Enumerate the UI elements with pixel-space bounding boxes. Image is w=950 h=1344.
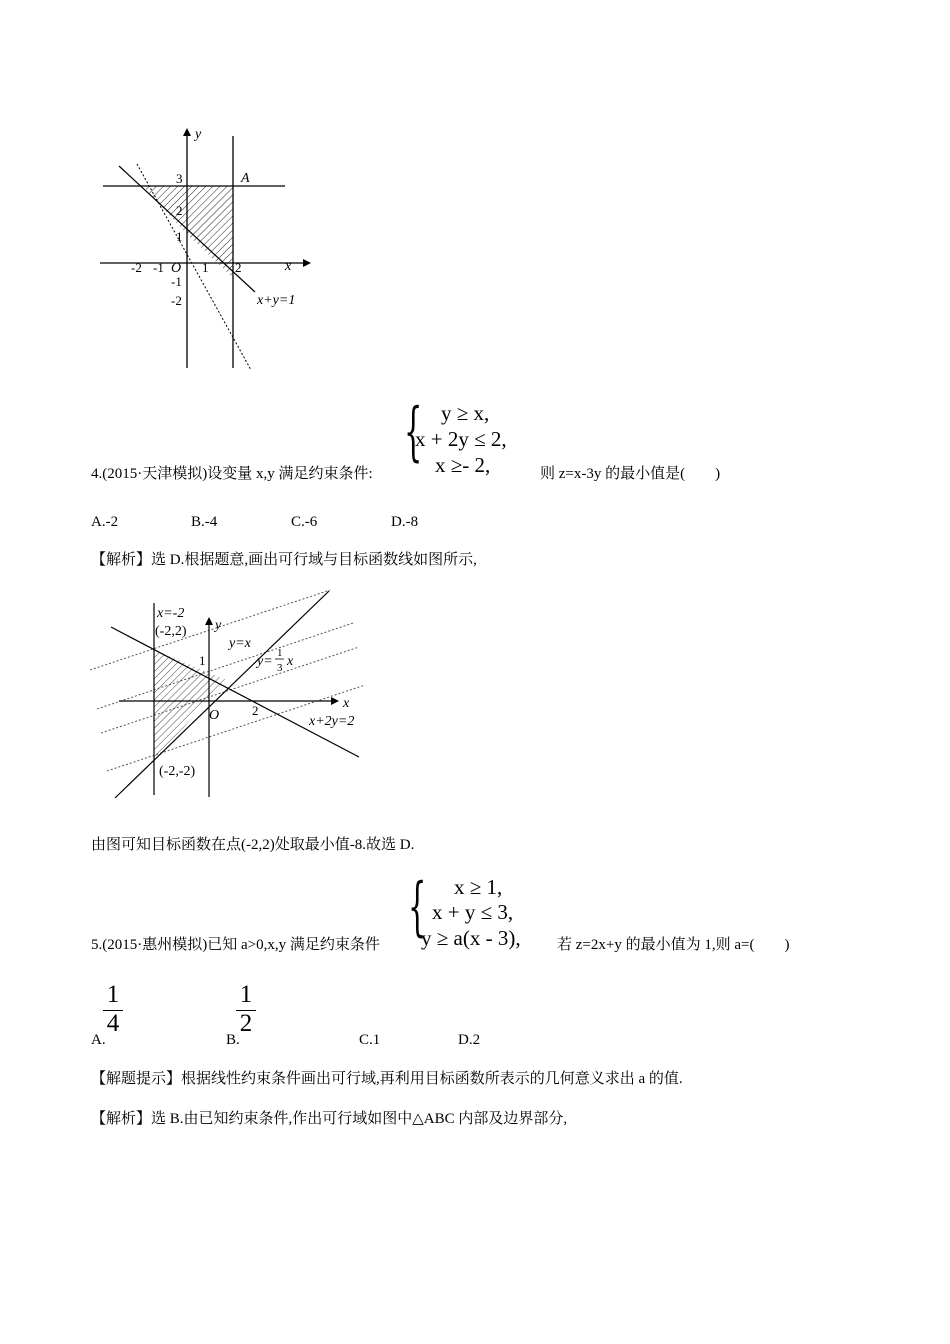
x-tick: -1 bbox=[153, 260, 164, 275]
q4-option-a: A.-2 bbox=[91, 514, 119, 530]
dotted-line bbox=[97, 623, 353, 709]
x-axis-label: x bbox=[343, 696, 350, 711]
figure-1-feasible-region bbox=[95, 120, 325, 380]
label-x-eq-neg2: x=-2 bbox=[157, 606, 185, 621]
x-axis-arrow bbox=[303, 259, 311, 267]
q4-constraint-3: x ≥- 2, bbox=[435, 453, 491, 477]
x-axis-label: x bbox=[285, 259, 292, 274]
point-bottom-label: (-2,-2) bbox=[159, 764, 196, 779]
q5-constraint-2: x + y ≤ 3, bbox=[432, 900, 514, 924]
frac-denominator: 3 bbox=[277, 662, 283, 674]
origin-label: O bbox=[209, 708, 220, 723]
y-axis-label: y bbox=[215, 618, 222, 633]
q4-option-d: D.-8 bbox=[391, 514, 419, 530]
system-brace: { bbox=[408, 870, 427, 944]
fraction-denominator: 4 bbox=[106, 1010, 120, 1037]
q5-analysis: 【解析】选 B.由已知约束条件,作出可行域如图中△ABC 内部及边界部分, bbox=[91, 1111, 568, 1127]
q4-constraint-2: x + 2y ≤ 2, bbox=[415, 427, 507, 451]
q5-constraint-1: x ≥ 1, bbox=[454, 875, 503, 899]
q4-conclusion: 由图可知目标函数在点(-2,2)处取最小值-8.故选 D. bbox=[91, 837, 415, 853]
label-y-third-suffix: x bbox=[287, 654, 294, 669]
x-tick-2: 2 bbox=[252, 703, 259, 718]
dotted-line bbox=[90, 590, 330, 670]
y-axis-arrow bbox=[183, 128, 191, 136]
q5-option-a-fraction bbox=[103, 982, 123, 1037]
origin-label: O bbox=[171, 261, 182, 276]
y-tick: -2 bbox=[171, 293, 182, 308]
y-tick: 2 bbox=[176, 203, 183, 218]
y-tick: -1 bbox=[171, 274, 182, 289]
frac-numerator: 1 bbox=[277, 647, 283, 659]
y-tick: 3 bbox=[176, 171, 183, 186]
y-axis-label: y bbox=[195, 127, 202, 142]
y-tick: 1 bbox=[176, 229, 183, 244]
q5-stem: 5.(2015·惠州模拟)已知 a>0,x,y 满足约束条件 bbox=[91, 937, 380, 953]
q4-stem: 4.(2015·天津模拟)设变量 x,y 满足约束条件: bbox=[91, 466, 373, 482]
point-A-label: A bbox=[241, 171, 250, 186]
figure-2-feasible-region bbox=[85, 585, 385, 805]
q5-option-d: D.2 bbox=[458, 1032, 481, 1048]
q5-option-c: C.1 bbox=[359, 1032, 381, 1048]
x-tick: 2 bbox=[235, 260, 242, 275]
hatched-region bbox=[154, 650, 227, 760]
y-axis-arrow bbox=[205, 617, 213, 625]
fraction-numerator: 1 bbox=[239, 981, 253, 1008]
q4-constraint-1: y ≥ x, bbox=[441, 401, 490, 425]
line-label: x+y=1 bbox=[257, 293, 296, 308]
q5-option-b-fraction bbox=[236, 982, 256, 1037]
q4-analysis: 【解析】选 D.根据题意,画出可行域与目标函数线如图所示, bbox=[91, 552, 477, 568]
label-y-third-prefix: y= bbox=[257, 654, 273, 669]
x-axis-arrow bbox=[331, 697, 339, 705]
q5-hint: 【解题提示】根据线性约束条件画出可行域,再利用目标函数所表示的几何意义求出 a 的值. bbox=[91, 1071, 683, 1087]
y-tick-1: 1 bbox=[199, 653, 206, 668]
q5-option-b-label: B. bbox=[226, 1032, 240, 1048]
q5-question: 若 z=2x+y 的最小值为 1,则 a=( ) bbox=[557, 937, 790, 953]
x-tick: -2 bbox=[131, 260, 142, 275]
q4-option-b: B.-4 bbox=[191, 514, 218, 530]
fraction-denominator: 2 bbox=[239, 1010, 253, 1037]
label-x-plus-2y: x+2y=2 bbox=[309, 714, 355, 729]
q5-constraint-3: y ≥ a(x - 3), bbox=[421, 926, 521, 950]
q4-question: 则 z=x-3y 的最小值是( ) bbox=[540, 466, 721, 482]
x-tick: 1 bbox=[202, 260, 209, 275]
fraction-numerator: 1 bbox=[106, 981, 120, 1008]
system-brace: { bbox=[404, 395, 423, 469]
point-top-label: (-2,2) bbox=[155, 624, 187, 639]
label-y-eq-x: y=x bbox=[229, 636, 251, 651]
q4-option-c: C.-6 bbox=[291, 514, 318, 530]
line-y-eq-x bbox=[115, 591, 329, 798]
q5-option-a-label: A. bbox=[91, 1032, 106, 1048]
